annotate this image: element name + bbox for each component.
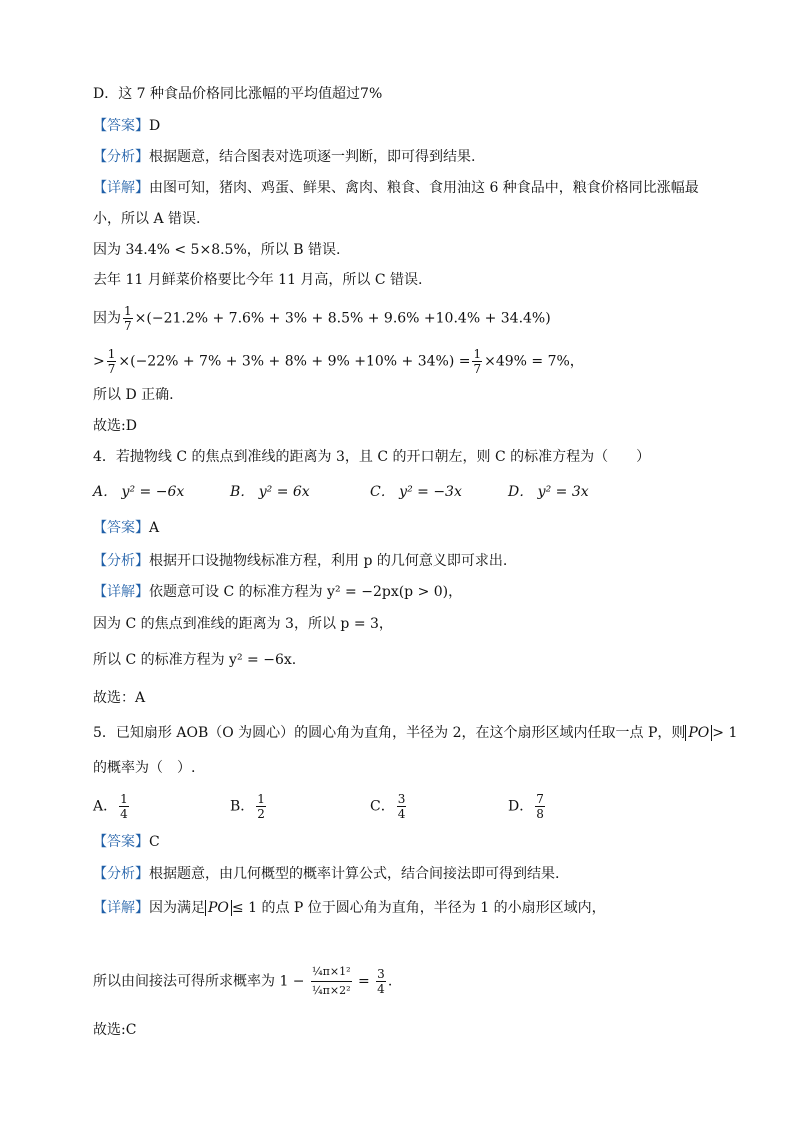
- fraction-denominator: 4: [397, 807, 406, 821]
- q5-option-c: [370, 792, 408, 821]
- fraction-numerator: 3: [377, 967, 385, 981]
- option-label: D．: [508, 798, 534, 815]
- q5-choose: 故选:C: [93, 1022, 137, 1038]
- detail-2-pre: 所以由间接法可得所求概率为 1 −: [93, 973, 305, 990]
- fraction-numerator: 1: [107, 347, 116, 361]
- q4-answer: [93, 518, 159, 538]
- option-label: C．: [370, 798, 395, 815]
- q3-detail-1: [93, 178, 699, 198]
- q3-option-d: [93, 84, 382, 104]
- fraction-denominator: 8: [536, 807, 544, 821]
- detail-text: 依题意可设 C 的标准方程为 y² = −2px(p > 0)，: [149, 584, 463, 600]
- fraction-denominator: 7: [107, 362, 116, 376]
- big-fraction: [311, 963, 352, 1000]
- q3-answer: [93, 116, 160, 136]
- fraction-denominator: 7: [124, 319, 132, 333]
- fraction-denominator: 4: [377, 982, 385, 996]
- fraction-denominator: 7: [473, 362, 482, 376]
- option-label: A．: [93, 798, 118, 815]
- q4-detail-1: [93, 582, 462, 602]
- fraction: [107, 347, 117, 376]
- q4-stem: 4．若抛物线 C 的焦点到准线的距离为 3，且 C 的开口朝左，则 C 的标准方程为（ ）: [93, 449, 651, 465]
- analysis-text: 根据题意，结合图表对选项逐一判断，即可得到结果.: [149, 149, 476, 165]
- q5-stem-text: 5．已知扇形 AOB（O 为圆心）的圆心角为直角，半径为 2，在这个扇形区域内任取一点 P，则: [93, 725, 686, 741]
- answer-tag: 【答案】: [93, 834, 149, 850]
- q3-choose: 故选:D: [93, 418, 137, 434]
- fraction-denominator: 2: [257, 807, 265, 821]
- answer-tag: 【答案】: [93, 118, 149, 134]
- detail-5-pre: 因为: [93, 310, 121, 327]
- q4-option-c: C． y² = −3x: [370, 484, 462, 500]
- fraction-denominator: 4: [120, 807, 128, 821]
- q4-option-d: D． y² = 3x: [508, 484, 589, 500]
- q3-option-d-value: 7%: [360, 86, 383, 102]
- q3-detail-2: 小，所以 A 错误.: [93, 211, 201, 227]
- detail-tag: 【详解】: [93, 900, 149, 916]
- q5-detail-1: [93, 898, 606, 918]
- analysis-tag: 【分析】: [93, 553, 149, 569]
- detail-6-expression: ×(−22% + 7% + 3% + 8% + 9% +10% + 34%) =: [118, 353, 471, 370]
- q4-option-b: B． y² = 6x: [230, 484, 310, 500]
- q4-analysis: [93, 551, 507, 571]
- q5-stem-inequality: > 1: [712, 725, 738, 741]
- fraction-numerator: 7: [536, 792, 544, 806]
- q5-detail-2: [93, 963, 392, 1000]
- fraction-numerator: 1: [257, 792, 265, 806]
- fraction: [119, 792, 129, 821]
- abs-value: PO: [205, 900, 232, 916]
- q5-option-d: [508, 792, 547, 821]
- detail-text-pre: 因为满足: [149, 900, 205, 916]
- fraction: [256, 792, 266, 821]
- q3-detail-3: 因为 34.4% < 5×8.5%，所以 B 错误.: [93, 242, 341, 258]
- big-fraction-numerator: ¼π×1²: [311, 963, 352, 982]
- answer-tag: 【答案】: [93, 520, 149, 536]
- fraction: [472, 347, 482, 376]
- answer-value: D: [149, 118, 161, 134]
- fraction-numerator: 1: [124, 304, 132, 318]
- answer-value: A: [149, 520, 160, 536]
- fraction-numerator: 1: [473, 347, 482, 361]
- q3-analysis: [93, 147, 475, 167]
- q4-choose: 故选：A: [93, 690, 146, 706]
- analysis-tag: 【分析】: [93, 149, 149, 165]
- fraction-numerator: 3: [397, 792, 406, 806]
- big-fraction-denominator: ¼π×2²: [312, 984, 351, 997]
- detail-6-pre: >: [93, 353, 105, 370]
- q5-analysis: [93, 864, 559, 884]
- fraction-numerator: 1: [120, 792, 128, 806]
- equals: =: [357, 973, 370, 990]
- fraction: [123, 304, 133, 333]
- q3-detail-6: [93, 347, 584, 376]
- detail-5-expression: ×(−21.2% + 7.6% + 3% + 8.5% + 9.6% +10.4% + 34.4%): [134, 310, 551, 327]
- q4-detail-3: 所以 C 的标准方程为 y² = −6x.: [93, 652, 297, 668]
- q5-stem-2: 的概率为（ ）.: [93, 760, 196, 776]
- detail-text: 由图可知，猪肉、鸡蛋、鲜果、禽肉、粮食、食用油这 6 种食品中，粮食价格同比涨幅最: [149, 180, 699, 196]
- analysis-text: 根据题意，由几何概型的概率计算公式，结合间接法即可得到结果.: [149, 866, 560, 882]
- period: .: [387, 973, 393, 990]
- detail-text-post: ≤ 1 的点 P 位于圆心角为直角，半径为 1 的小扇形区域内，: [231, 900, 606, 916]
- q5-option-b: [230, 792, 268, 821]
- q5-option-a: [93, 792, 131, 821]
- option-label: B．: [230, 798, 255, 815]
- detail-tag: 【详解】: [93, 180, 149, 196]
- detail-tag: 【详解】: [93, 584, 149, 600]
- analysis-tag: 【分析】: [93, 866, 149, 882]
- q4-detail-2: 因为 C 的焦点到准线的距离为 3，所以 p = 3，: [93, 616, 393, 632]
- fraction: [376, 967, 386, 996]
- q3-option-d-text: D．这 7 种食品价格同比涨幅的平均值超过: [93, 86, 361, 102]
- fraction: [535, 792, 545, 821]
- q3-detail-4: 去年 11 月鲜菜价格要比今年 11 月高，所以 C 错误.: [93, 272, 423, 288]
- q5-answer: [93, 832, 160, 852]
- abs-value: PO: [685, 725, 712, 741]
- q5-stem-1: [93, 723, 737, 743]
- analysis-text: 根据开口设抛物线标准方程，利用 p 的几何意义即可求出.: [149, 553, 508, 569]
- q4-option-a: A． y² = −6x: [93, 484, 185, 500]
- q3-detail-5: [93, 304, 551, 333]
- detail-6-result: ×49% = 7%，: [484, 353, 584, 370]
- fraction: [397, 792, 407, 821]
- q3-detail-7: 所以 D 正确.: [93, 387, 174, 403]
- answer-value: C: [149, 834, 160, 850]
